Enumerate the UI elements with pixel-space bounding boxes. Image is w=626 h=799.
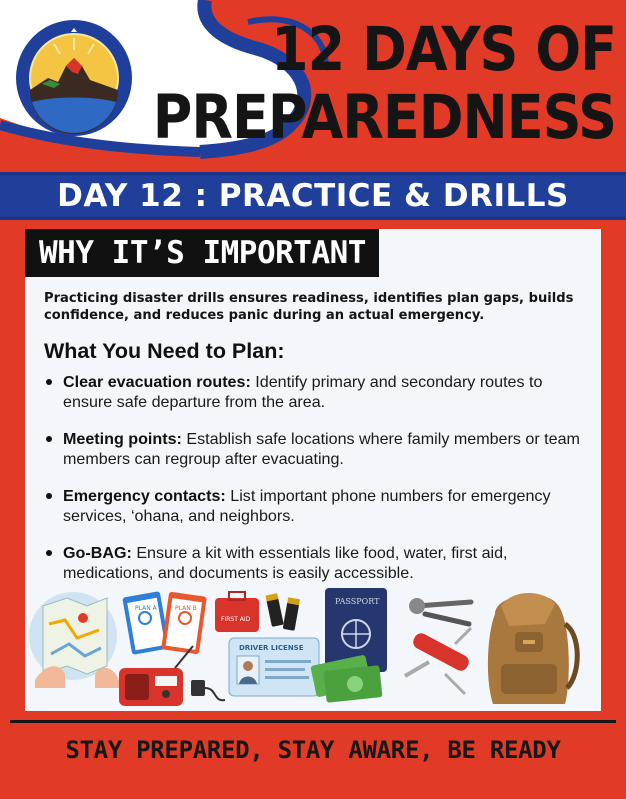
- item-term: Go-BAG:: [63, 544, 132, 562]
- list-item: [45, 429, 590, 469]
- item-text: Ensure a kit with essentials like food, water, first aid, medications, and documents is easily accessible.: [63, 544, 508, 582]
- item-text: Establish safe locations where family members or team members can regroup after evacuating.: [63, 430, 580, 468]
- multitool-icon: [405, 628, 471, 694]
- list-item: [45, 543, 590, 583]
- radio-icon: [119, 646, 193, 706]
- footer-divider: [10, 720, 616, 723]
- bullet-icon: [46, 436, 52, 442]
- item-term: Meeting points:: [63, 430, 182, 448]
- item-term: Clear evacuation routes:: [63, 373, 251, 391]
- license-label: DRIVER LICENSE: [239, 644, 304, 652]
- list-item: [45, 486, 590, 526]
- header: [0, 0, 626, 172]
- batteries-icon: [265, 593, 300, 631]
- plan-heading: What You Need to Plan:: [44, 339, 285, 363]
- bullet-icon: [46, 379, 52, 385]
- why-heading: WHY IT’S IMPORTANT: [39, 235, 366, 271]
- backpack-icon: [488, 593, 577, 704]
- drivers-license-icon: [229, 638, 319, 696]
- plan-a-label: PLAN A: [135, 605, 157, 612]
- day-banner: [0, 172, 626, 220]
- day-title: DAY 12 : PRACTICE & DRILLS: [57, 178, 569, 214]
- passport-label: PASSPORT: [335, 597, 380, 606]
- why-heading-box: [25, 229, 379, 277]
- can-opener-icon: [409, 598, 471, 624]
- intro-text: Practicing disaster drills ensures readiness, identifies plan gaps, builds confidence, and reduces panic during an actual emergency.: [44, 291, 574, 323]
- list-item: [45, 372, 590, 412]
- item-text: List important phone numbers for emergency services, ‘ohana, and neighbors.: [63, 487, 551, 525]
- plan-list: [45, 372, 590, 600]
- bullet-icon: [46, 493, 52, 499]
- title-line-2: PREPAREDNESS: [152, 82, 616, 153]
- first-aid-kit-icon: [215, 592, 259, 632]
- item-text: Identify primary and secondary routes to ensure safe departure from the area.: [63, 373, 543, 411]
- content-panel: [25, 229, 601, 711]
- item-term: Emergency contacts:: [63, 487, 226, 505]
- charger-icon: [191, 680, 225, 700]
- map-icon: [29, 592, 119, 688]
- supplies-illustration: [25, 584, 601, 711]
- plan-b-label: PLAN B: [175, 605, 197, 612]
- footer-tagline: STAY PREPARED, STAY AWARE, BE READY: [65, 736, 561, 764]
- agency-seal-icon: [14, 18, 134, 138]
- title-line-1: 12 DAYS OF: [271, 14, 616, 85]
- bullet-icon: [46, 550, 52, 556]
- first-aid-label: FIRST AID: [221, 616, 251, 623]
- plan-clipboards-icon: [122, 591, 207, 655]
